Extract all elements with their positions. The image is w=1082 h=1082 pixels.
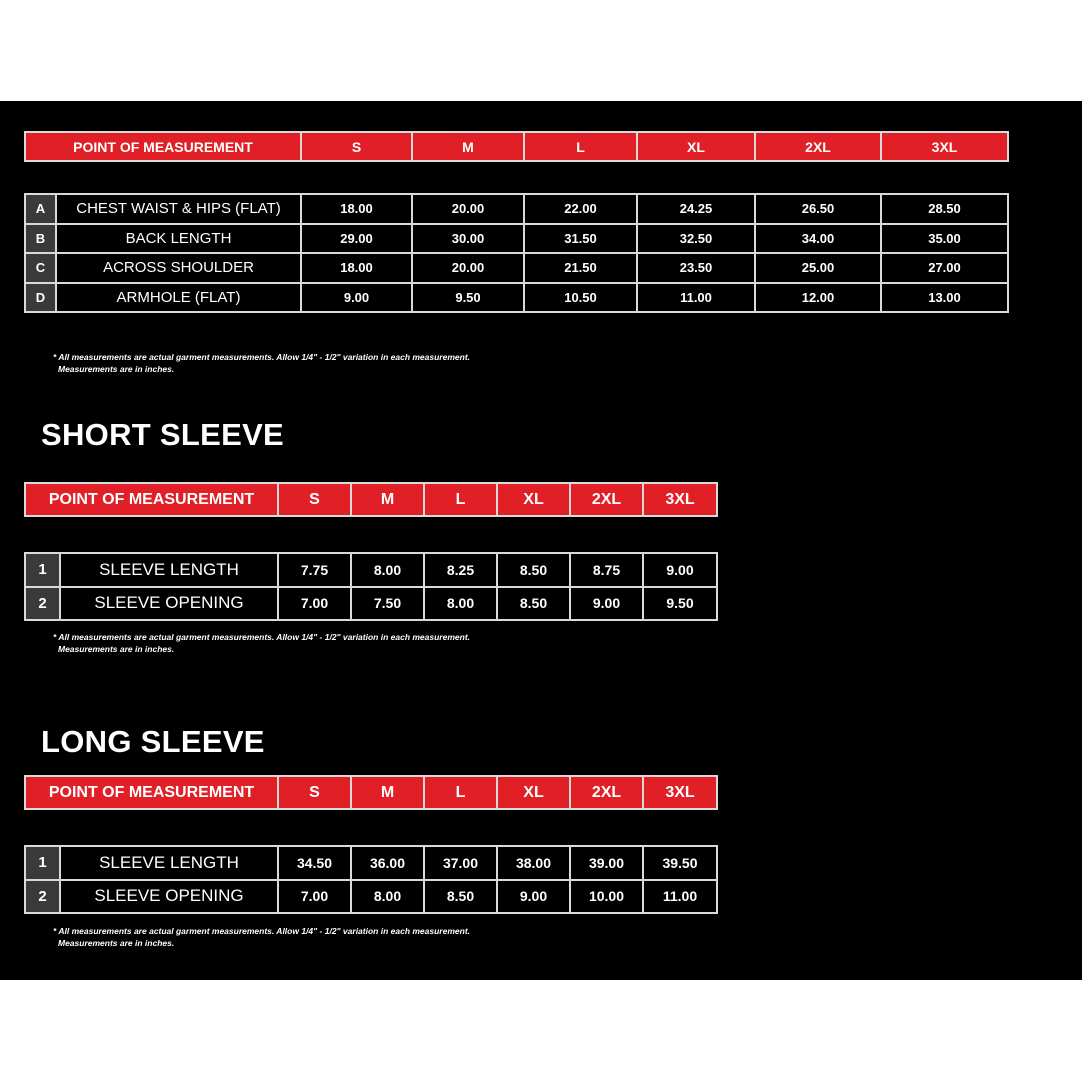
row-key: B — [25, 224, 56, 254]
value-cell: 28.50 — [881, 194, 1008, 224]
header-size-m: M — [351, 776, 424, 809]
header-size-s: S — [301, 132, 412, 161]
value-cell: 37.00 — [424, 846, 497, 880]
header-row — [25, 132, 1008, 161]
table-row — [25, 880, 717, 914]
value-cell: 8.00 — [424, 587, 497, 621]
long-sleeve-table-body — [24, 845, 718, 914]
header-size-xl: XL — [637, 132, 755, 161]
row-key: D — [25, 283, 56, 313]
value-cell: 8.25 — [424, 553, 497, 587]
header-size-m: M — [351, 483, 424, 516]
measurement-note — [53, 351, 470, 375]
main-table-header — [24, 131, 1009, 162]
main-table-body — [24, 193, 1009, 313]
value-cell: 25.00 — [755, 253, 881, 283]
row-label: ARMHOLE (FLAT) — [56, 283, 301, 313]
header-point-of-measurement: POINT OF MEASUREMENT — [25, 483, 278, 516]
value-cell: 39.50 — [643, 846, 717, 880]
short-sleeve-title: SHORT SLEEVE — [41, 417, 285, 452]
table-row — [25, 587, 717, 621]
header-size-2xl: 2XL — [570, 776, 643, 809]
value-cell: 34.00 — [755, 224, 881, 254]
row-key: 1 — [25, 846, 60, 880]
value-cell: 32.50 — [637, 224, 755, 254]
value-cell: 23.50 — [637, 253, 755, 283]
header-size-l: L — [424, 776, 497, 809]
value-cell: 18.00 — [301, 253, 412, 283]
header-size-2xl: 2XL — [755, 132, 881, 161]
value-cell: 9.00 — [301, 283, 412, 313]
row-key: A — [25, 194, 56, 224]
value-cell: 8.50 — [424, 880, 497, 914]
table-row — [25, 283, 1008, 313]
value-cell: 38.00 — [497, 846, 570, 880]
header-point-of-measurement: POINT OF MEASUREMENT — [25, 132, 301, 161]
value-cell: 7.00 — [278, 587, 351, 621]
value-cell: 18.00 — [301, 194, 412, 224]
short-sleeve-table-header — [24, 482, 718, 517]
value-cell: 30.00 — [412, 224, 524, 254]
header-size-2xl: 2XL — [570, 483, 643, 516]
value-cell: 9.50 — [643, 587, 717, 621]
value-cell: 39.00 — [570, 846, 643, 880]
value-cell: 9.00 — [643, 553, 717, 587]
table-row — [25, 253, 1008, 283]
note-line-2: Measurements are in inches. — [58, 644, 175, 654]
table-row — [25, 553, 717, 587]
note-line-1: * All measurements are actual garment measurements. Allow 1/4" - 1/2" variation in each measurement. — [53, 352, 471, 362]
header-row — [25, 483, 717, 516]
note-line-1: * All measurements are actual garment measurements. Allow 1/4" - 1/2" variation in each measurement. — [53, 926, 471, 936]
value-cell: 8.50 — [497, 587, 570, 621]
value-cell: 26.50 — [755, 194, 881, 224]
row-label: SLEEVE LENGTH — [60, 846, 278, 880]
value-cell: 11.00 — [643, 880, 717, 914]
value-cell: 31.50 — [524, 224, 637, 254]
row-label: BACK LENGTH — [56, 224, 301, 254]
header-size-s: S — [278, 776, 351, 809]
header-size-m: M — [412, 132, 524, 161]
value-cell: 21.50 — [524, 253, 637, 283]
value-cell: 36.00 — [351, 846, 424, 880]
value-cell: 13.00 — [881, 283, 1008, 313]
header-size-xl: XL — [497, 776, 570, 809]
header-size-xl: XL — [497, 483, 570, 516]
table-row — [25, 194, 1008, 224]
value-cell: 7.75 — [278, 553, 351, 587]
value-cell: 9.00 — [497, 880, 570, 914]
value-cell: 27.00 — [881, 253, 1008, 283]
header-size-l: L — [424, 483, 497, 516]
row-label: CHEST WAIST & HIPS (FLAT) — [56, 194, 301, 224]
row-key: C — [25, 253, 56, 283]
value-cell: 12.00 — [755, 283, 881, 313]
value-cell: 8.75 — [570, 553, 643, 587]
value-cell: 34.50 — [278, 846, 351, 880]
note-line-1: * All measurements are actual garment measurements. Allow 1/4" - 1/2" variation in each measurement. — [53, 632, 471, 642]
header-size-3xl: 3XL — [643, 483, 717, 516]
measurement-note — [53, 925, 470, 949]
table-row — [25, 846, 717, 880]
long-sleeve-title: LONG SLEEVE — [41, 724, 265, 759]
value-cell: 8.00 — [351, 880, 424, 914]
short-sleeve-table-body — [24, 552, 718, 621]
value-cell: 20.00 — [412, 253, 524, 283]
header-size-3xl: 3XL — [643, 776, 717, 809]
header-row — [25, 776, 717, 809]
header-point-of-measurement: POINT OF MEASUREMENT — [25, 776, 278, 809]
row-key: 1 — [25, 553, 60, 587]
value-cell: 9.50 — [412, 283, 524, 313]
value-cell: 24.25 — [637, 194, 755, 224]
value-cell: 10.00 — [570, 880, 643, 914]
value-cell: 8.00 — [351, 553, 424, 587]
value-cell: 10.50 — [524, 283, 637, 313]
row-label: SLEEVE OPENING — [60, 880, 278, 914]
measurement-note — [53, 631, 470, 655]
header-size-s: S — [278, 483, 351, 516]
value-cell: 22.00 — [524, 194, 637, 224]
row-label: SLEEVE OPENING — [60, 587, 278, 621]
value-cell: 29.00 — [301, 224, 412, 254]
value-cell: 7.50 — [351, 587, 424, 621]
row-key: 2 — [25, 880, 60, 914]
value-cell: 20.00 — [412, 194, 524, 224]
row-key: 2 — [25, 587, 60, 621]
long-sleeve-table-header — [24, 775, 718, 810]
note-line-2: Measurements are in inches. — [58, 364, 175, 374]
header-size-3xl: 3XL — [881, 132, 1008, 161]
value-cell: 35.00 — [881, 224, 1008, 254]
note-line-2: Measurements are in inches. — [58, 938, 175, 948]
row-label: ACROSS SHOULDER — [56, 253, 301, 283]
value-cell: 8.50 — [497, 553, 570, 587]
value-cell: 11.00 — [637, 283, 755, 313]
row-label: SLEEVE LENGTH — [60, 553, 278, 587]
value-cell: 7.00 — [278, 880, 351, 914]
header-size-l: L — [524, 132, 637, 161]
value-cell: 9.00 — [570, 587, 643, 621]
table-row — [25, 224, 1008, 254]
